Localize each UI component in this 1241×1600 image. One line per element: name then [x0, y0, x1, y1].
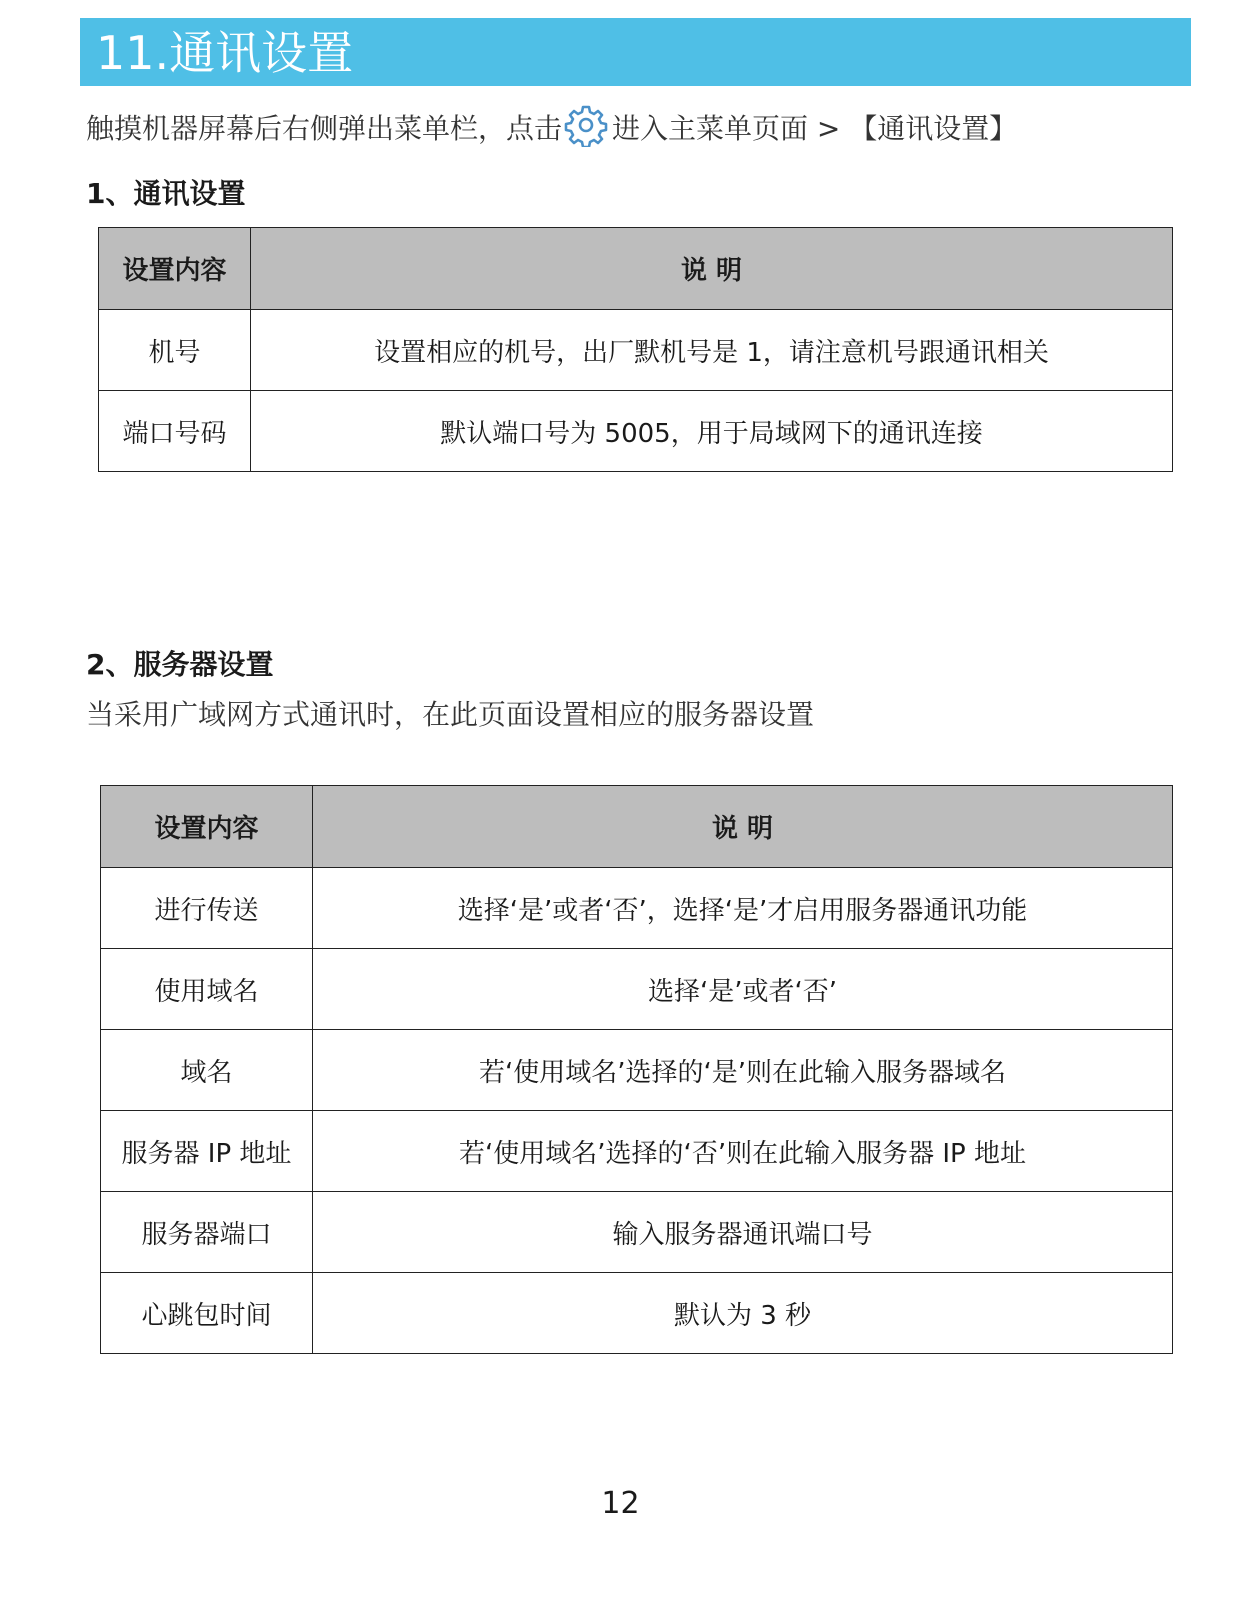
intro-text — [86, 104, 1017, 154]
table-cell: 服务器端口 — [101, 1192, 313, 1273]
table-header-row — [101, 786, 1173, 868]
table-cell: 输入服务器通讯端口号 — [313, 1192, 1173, 1273]
table-cell: 端口号码 — [99, 391, 251, 472]
table-row — [101, 949, 1173, 1030]
intro-after-icon: 进入主菜单页面 > 【通讯设置】 — [612, 112, 1018, 145]
table-header-cell: 说 明 — [313, 786, 1173, 868]
section-heading-server: 2、服务器设置 — [86, 648, 274, 681]
table-row — [101, 1111, 1173, 1192]
table-row — [101, 1030, 1173, 1111]
table-header-cell: 说 明 — [251, 228, 1173, 310]
table-cell: 默认端口号为 5005，用于局域网下的通讯连接 — [251, 391, 1173, 472]
communication-settings-table — [98, 227, 1173, 472]
table-row — [101, 868, 1173, 949]
table-cell: 服务器 IP 地址 — [101, 1111, 313, 1192]
table-cell: 机号 — [99, 310, 251, 391]
table-cell: 若‘使用域名’选择的‘是’则在此输入服务器域名 — [313, 1030, 1173, 1111]
table-row — [101, 1192, 1173, 1273]
table-cell: 进行传送 — [101, 868, 313, 949]
table-cell: 选择‘是’或者‘否’，选择‘是’才启用服务器通讯功能 — [313, 868, 1173, 949]
table-header-cell: 设置内容 — [101, 786, 313, 868]
table-header-cell: 设置内容 — [99, 228, 251, 310]
table-cell: 若‘使用域名’选择的‘否’则在此输入服务器 IP 地址 — [313, 1111, 1173, 1192]
table-cell: 选择‘是’或者‘否’ — [313, 949, 1173, 1030]
server-settings-table — [100, 785, 1173, 1354]
table-cell: 默认为 3 秒 — [313, 1273, 1173, 1354]
title-banner — [80, 18, 1191, 86]
intro-before-icon: 触摸机器屏幕后右侧弹出菜单栏，点击 — [86, 112, 563, 145]
table-row — [99, 391, 1173, 472]
page-title: 11.通讯设置 — [96, 26, 354, 80]
section-description: 当采用广域网方式通讯时，在此页面设置相应的服务器设置 — [86, 698, 815, 731]
page-number: 12 — [601, 1486, 640, 1521]
table-row — [101, 1273, 1173, 1354]
table-cell: 域名 — [101, 1030, 313, 1111]
section-heading-communication: 1、通讯设置 — [86, 177, 246, 210]
table-cell: 心跳包时间 — [101, 1273, 313, 1354]
table-cell: 使用域名 — [101, 949, 313, 1030]
table-header-row — [99, 228, 1173, 310]
table-cell: 设置相应的机号，出厂默机号是 1，请注意机号跟通讯相关 — [251, 310, 1173, 391]
table-row — [99, 310, 1173, 391]
gear-icon — [564, 103, 608, 147]
